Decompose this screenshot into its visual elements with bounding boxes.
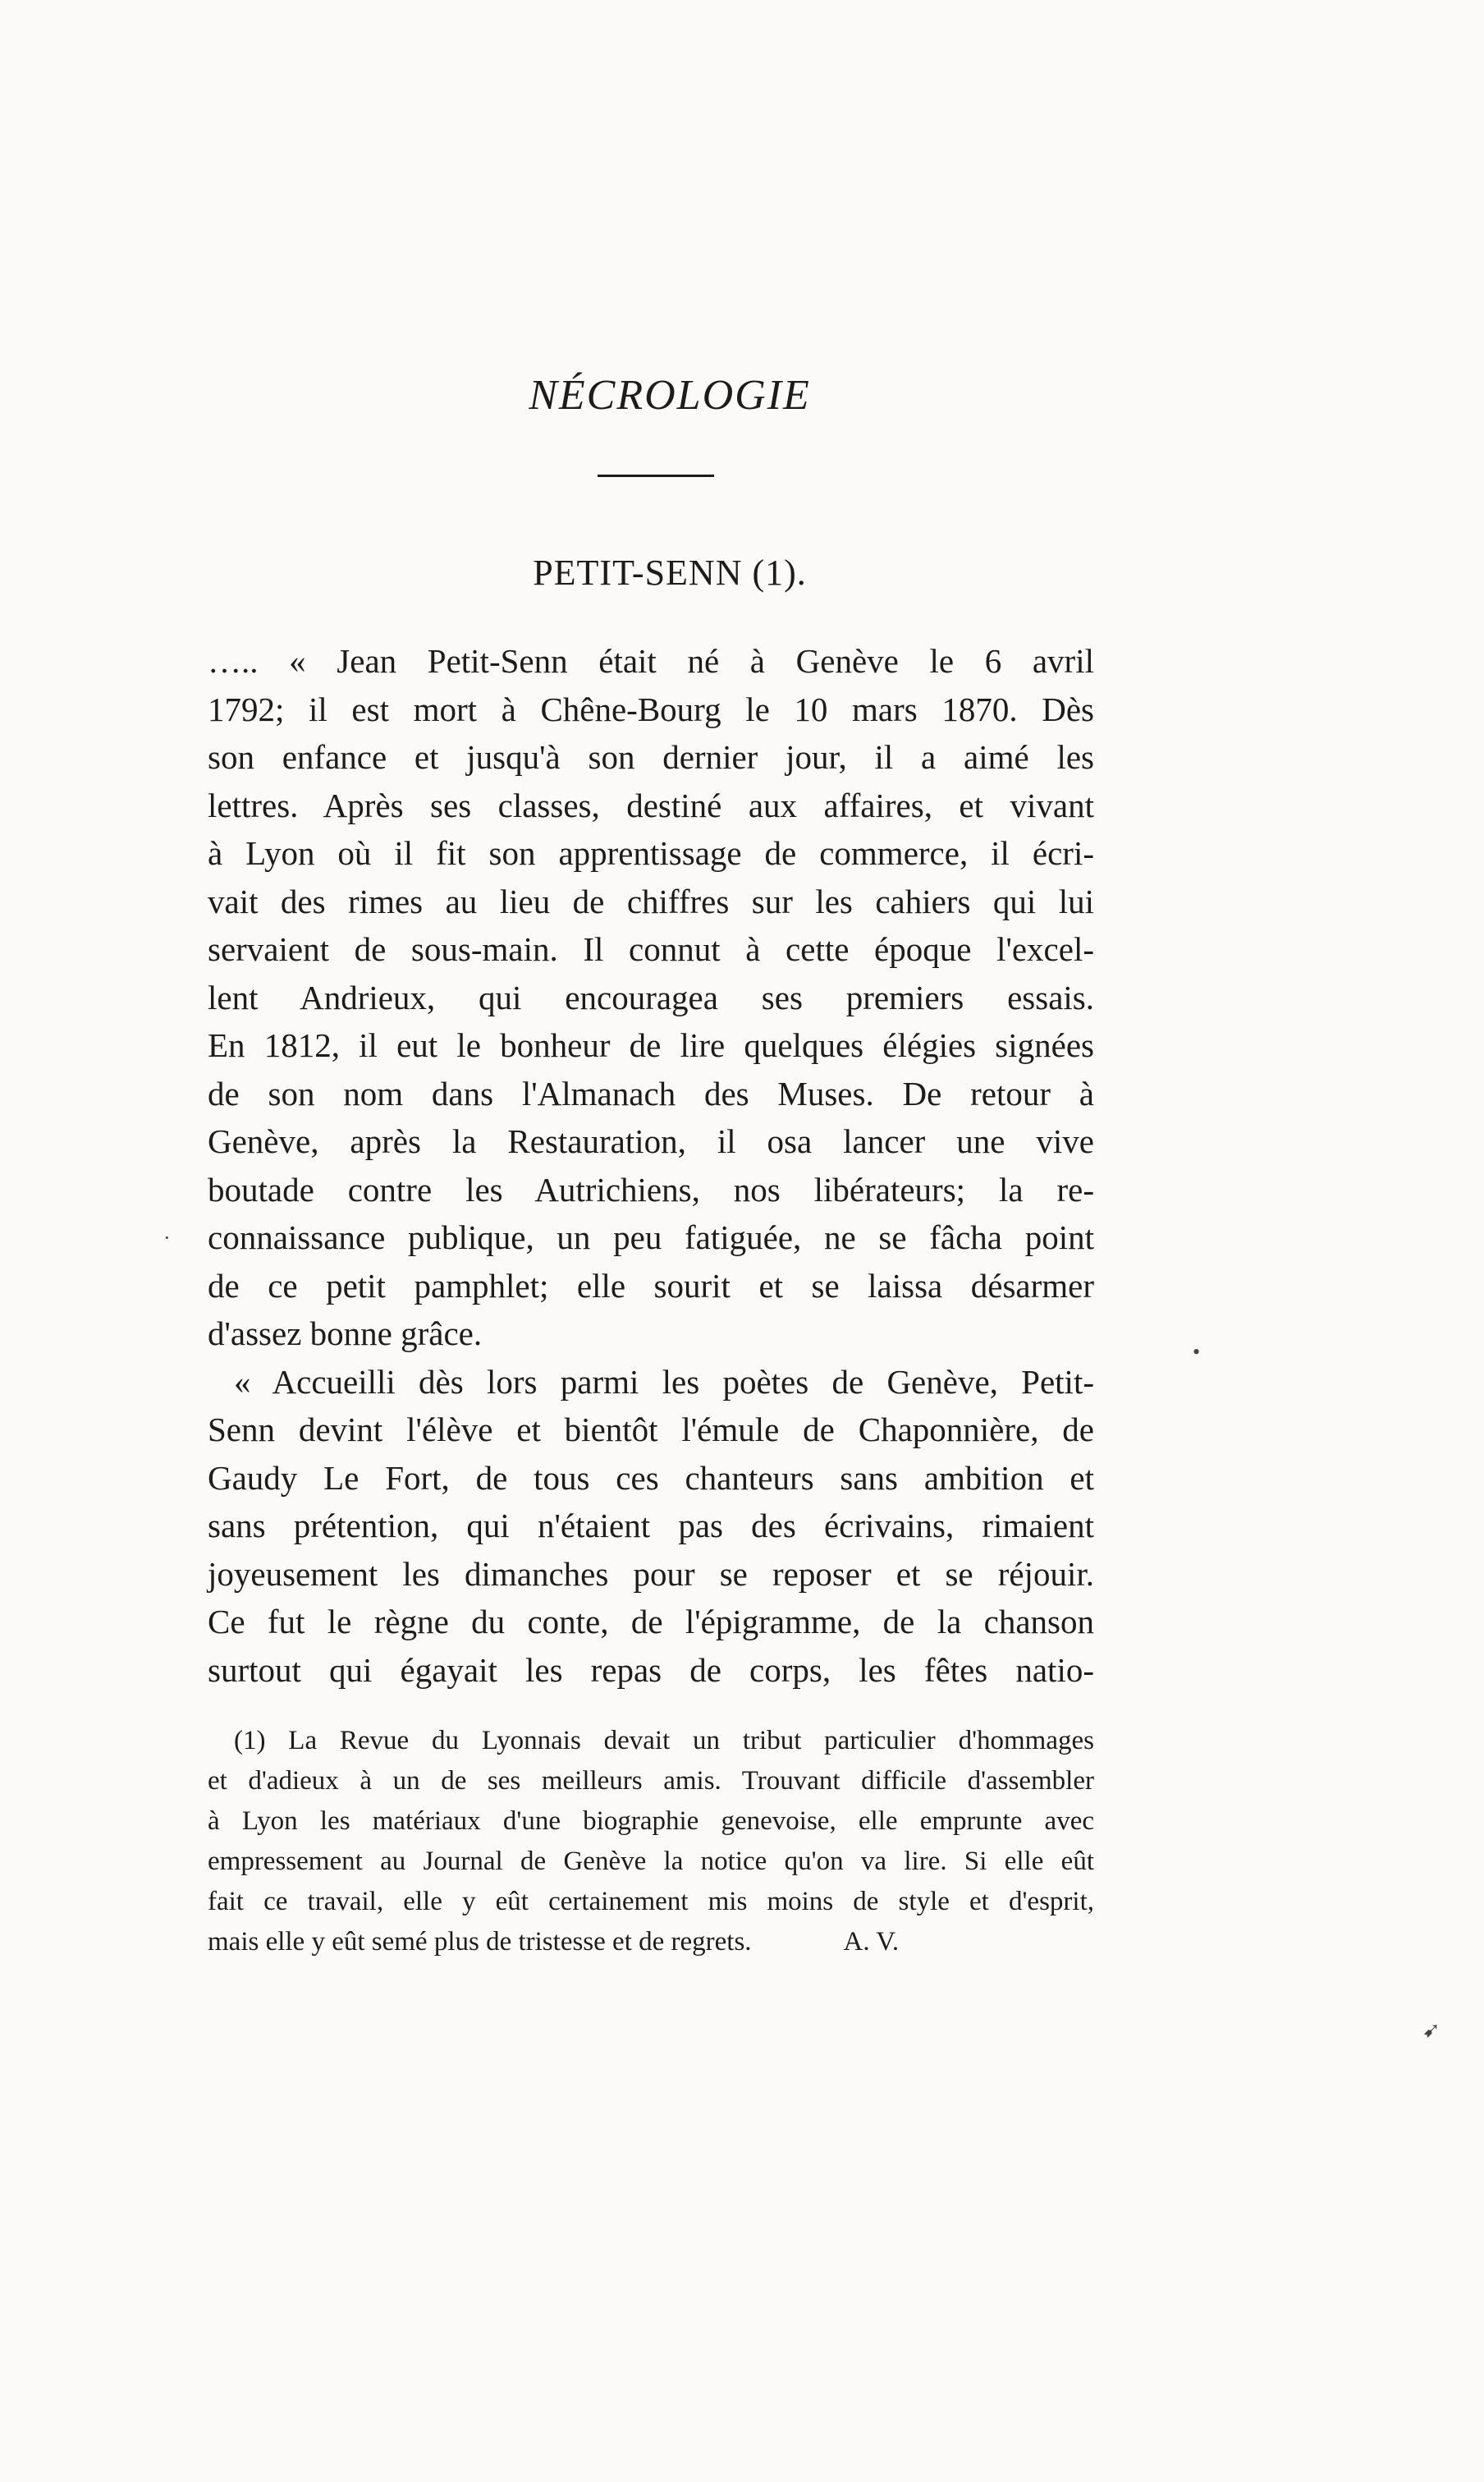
- body-line: Senn devint l'élève et bientôt l'émule de Chaponnière, de: [208, 1411, 1094, 1448]
- footnote-line: (1) La Revue du Lyonnais devait un tribut particulier d'hommages: [234, 1726, 1094, 1755]
- body-line: à Lyon où il fit son apprentissage de commerce, il écri-: [208, 834, 1094, 872]
- footnote-last-line: [208, 1922, 1094, 1962]
- body-line: son enfance et jusqu'à son dernier jour, il a aimé les: [208, 738, 1094, 776]
- body-line: Ce fut le règne du conte, de l'épigramme, de la chanson: [208, 1603, 1094, 1640]
- body-line: Genève, après la Restauration, il osa lancer une vive: [208, 1122, 1094, 1160]
- footnote-line: fait ce travail, elle y eût certainement mis moins de style et d'esprit,: [208, 1887, 1094, 1916]
- body-line: Gaudy Le Fort, de tous ces chanteurs sans ambition et: [208, 1458, 1094, 1497]
- body-line: vait des rimes au lieu de chiffres sur les cahiers qui lui: [208, 882, 1094, 920]
- title-rule: [598, 475, 714, 477]
- body-line: de ce petit pamphlet; elle sourit et se laissa désarmer: [208, 1266, 1094, 1305]
- footnote-line: empressement au Journal de Genève la notice qu'on va lire. Si elle eût: [208, 1847, 1094, 1876]
- body-line: servaient de sous-main. Il connut à cette époque l'excel-: [208, 930, 1094, 968]
- body-line: boutade contre les Autrichiens, nos libérateurs; la re-: [208, 1170, 1094, 1209]
- footnote-line: mais elle y eût semé plus de tristesse et de regrets.: [208, 1927, 752, 1957]
- scan-speck: ➹: [1422, 2018, 1440, 2042]
- body-line: connaissance publique, un peu fatiguée, ne se fâcha point: [208, 1218, 1094, 1256]
- scan-speck: •: [1193, 1340, 1201, 1364]
- body-line: surtout qui égayait les repas de corps, les fêtes natio-: [208, 1650, 1094, 1689]
- page-title: NÉCROLOGIE: [529, 372, 811, 419]
- body-line: sans prétention, qui n'étaient pas des écrivains, rimaient: [208, 1507, 1094, 1544]
- body-line: lent Andrieux, qui encouragea ses premiers essais.: [208, 978, 1094, 1016]
- body-line: de son nom dans l'Almanach des Muses. De retour à: [208, 1074, 1094, 1113]
- body-line: En 1812, il eut le bonheur de lire quelques élégies signées: [208, 1026, 1094, 1064]
- body-line: ….. « Jean Petit-Senn était né à Genève le 6 avril: [208, 642, 1094, 680]
- footnote-line: à Lyon les matériaux d'une biographie genevoise, elle emprunte avec: [208, 1806, 1094, 1836]
- scan-speck: ·: [163, 1226, 171, 1250]
- body-line: lettres. Après ses classes, destiné aux affaires, et vivant: [208, 786, 1094, 824]
- footnote-line: et d'adieux à un de ses meilleurs amis. Trouvant difficile d'assembler: [208, 1766, 1094, 1796]
- footnote: [208, 1721, 1094, 1962]
- body-line: joyeusement les dimanches pour se reposer et se réjouir.: [208, 1554, 1094, 1593]
- body-line: d'assez bonne grâce.: [208, 1314, 483, 1352]
- article-heading: PETIT-SENN (1).: [533, 553, 807, 593]
- body-text: [208, 637, 1094, 1694]
- body-line: « Accueilli dès lors parmi les poètes de Genève, Petit-: [234, 1362, 1094, 1401]
- body-line: 1792; il est mort à Chêne-Bourg le 10 mars 1870. Dès: [208, 690, 1094, 728]
- footnote-signature: A. V.: [843, 1927, 900, 1957]
